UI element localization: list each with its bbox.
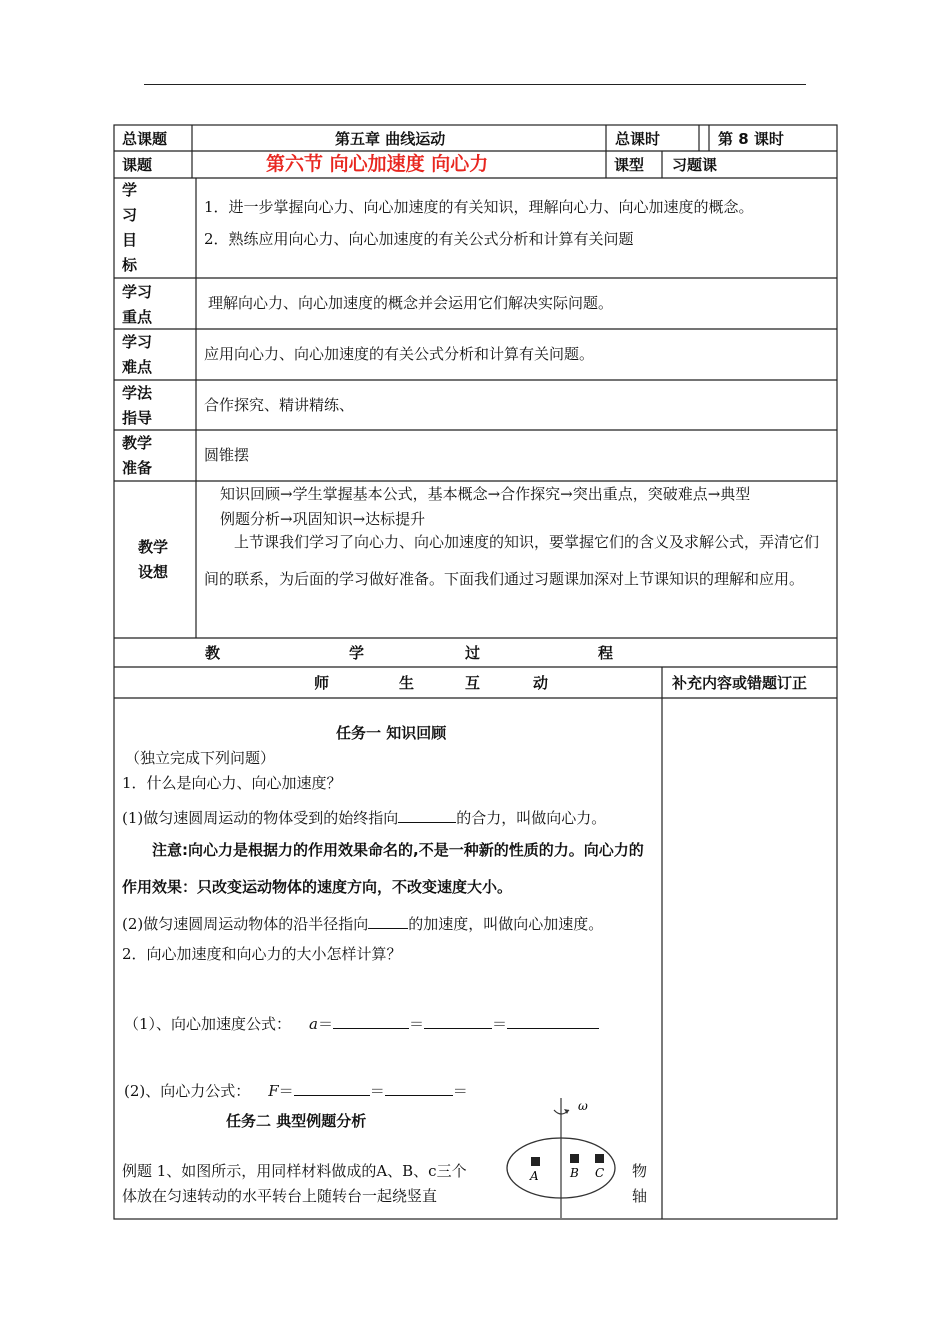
- example-1-side-1: 物: [632, 1162, 648, 1180]
- blank-center-direction[interactable]: [398, 807, 456, 823]
- omega-label: ω: [578, 1099, 588, 1113]
- blank-acc-1[interactable]: [333, 1013, 409, 1029]
- design-line-1: 知识回顾→学生掌握基本公式，基本概念→合作探究→突出重点，突破难点→典型: [220, 485, 751, 503]
- goal-2: 2．熟练应用向心力、向心加速度的有关公式分析和计算有关问题: [204, 230, 634, 248]
- process-heading-3: 过: [465, 644, 481, 662]
- turntable-figure: [498, 1096, 626, 1220]
- question-1-2: (2)做匀速圆周运动物体的沿半径指向 的加速度，叫做向心加速度。: [122, 915, 604, 933]
- topic-label: 课题: [122, 156, 153, 174]
- interaction-heading-2: 生: [399, 674, 415, 692]
- label-b: B: [570, 1166, 579, 1180]
- blank-force-1[interactable]: [294, 1080, 370, 1096]
- prep-text: 圆锥摆: [204, 446, 250, 464]
- label-c: C: [595, 1166, 605, 1180]
- key-text: 理解向心力、向心加速度的概念并会运用它们解决实际问题。: [208, 294, 614, 312]
- question-1: 1．什么是向心力、向心加速度？: [122, 774, 342, 792]
- interaction-heading-3: 互: [465, 674, 481, 692]
- type-label: 课型: [614, 156, 645, 174]
- difficulty-text: 应用向心力、向心加速度的有关公式分析和计算有关问题。: [204, 345, 595, 363]
- goals-label: 学 习 目 标: [122, 181, 138, 274]
- process-heading-4: 程: [598, 644, 614, 662]
- example-1-side-2: 轴: [632, 1187, 648, 1205]
- total-topic-value: 第五章 曲线运动: [335, 130, 446, 148]
- total-hours-label: 总课时: [615, 130, 661, 148]
- task2-title: 任务二 典型例题分析: [226, 1112, 367, 1130]
- task1-note: （独立完成下列问题）: [125, 749, 276, 767]
- key-label: 学习 重点: [122, 283, 153, 326]
- block-b: [570, 1154, 579, 1163]
- design-paragraph: 上节课我们学习了向心力、向心加速度的知识，要掌握它们的含义及求解公式，弄清它们间的联系，为后面的学习做好准备。下面我们通过习题课加深对上节课知识的理解和应用。: [204, 533, 820, 588]
- interaction-heading-4: 动: [533, 674, 549, 692]
- task1-title: 任务一 知识回顾: [336, 724, 447, 742]
- formula-force: (2)、向心力公式： F＝ ＝ ＝: [124, 1082, 468, 1100]
- blank-acc-2[interactable]: [424, 1013, 492, 1029]
- difficulty-label: 学习 难点: [122, 333, 153, 376]
- question-1-1: (1)做匀速圆周运动的物体受到的始终指向 的合力，叫做向心力。: [122, 809, 607, 827]
- process-heading-1: 教: [205, 644, 221, 662]
- supplement-heading: 补充内容或错题订正: [672, 674, 808, 692]
- attention-note: 注意:向心力是根据力的作用效果命名的,不是一种新的性质的力。向心力的作用效果：只改变运动物体的速度方向，不改变速度大小。: [122, 841, 644, 896]
- design-line-2: 例题分析→巩固知识→达标提升: [220, 510, 426, 528]
- goal-1: 1．进一步掌握向心力、向心加速度的有关知识，理解向心力、向心加速度的概念。: [204, 198, 754, 216]
- interaction-heading-1: 师: [314, 674, 330, 692]
- type-value: 习题课: [672, 156, 718, 174]
- label-a: A: [530, 1169, 539, 1183]
- formula-acceleration: （1）、向心加速度公式： a＝ ＝ ＝: [124, 1013, 599, 1033]
- process-heading-2: 学: [349, 644, 365, 662]
- blank-center-acceleration[interactable]: [368, 913, 408, 929]
- method-text: 合作探究、精讲精练、: [204, 396, 355, 414]
- total-topic-label: 总课题: [122, 130, 168, 148]
- example-1-line-2: 体放在匀速转动的水平转台上随转台一起绕竖直: [122, 1187, 438, 1205]
- method-label: 学法 指导: [122, 384, 153, 427]
- lesson-number: 第 8 课时: [718, 130, 784, 148]
- blank-force-2[interactable]: [385, 1080, 453, 1096]
- blank-acc-3[interactable]: [507, 1013, 599, 1029]
- block-c: [595, 1154, 604, 1163]
- prep-label: 教学 准备: [122, 434, 153, 477]
- block-a: [531, 1157, 540, 1166]
- question-2: 2．向心加速度和向心力的大小怎样计算？: [122, 945, 402, 963]
- topic-title: 第六节 向心加速度 向心力: [266, 153, 489, 175]
- design-label: 教学 设想: [138, 538, 169, 581]
- example-1-line-1: 例题 1、如图所示，用同样材料做成的A、B、c三个: [122, 1162, 467, 1180]
